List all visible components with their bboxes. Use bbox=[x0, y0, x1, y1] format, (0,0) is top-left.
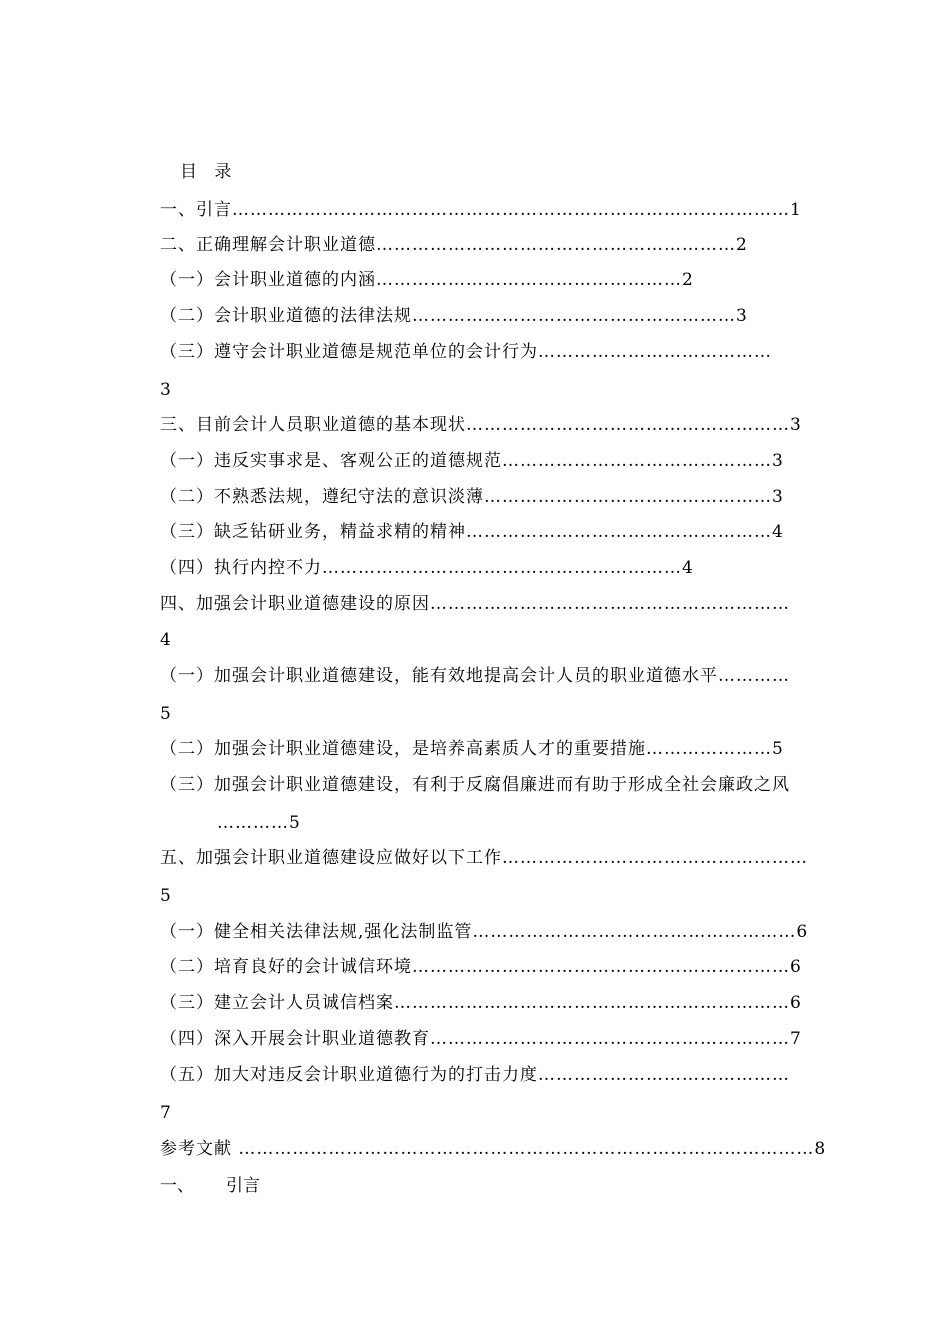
toc-entry: （一）加强会计职业道德建设，能有效地提高会计人员的职业道德水平………… bbox=[160, 666, 790, 686]
toc-entry: 二、正确理解会计职业道德……………………………………………………2 bbox=[160, 235, 748, 255]
toc-entry: （五）加大对违反会计职业道德行为的打击力度…………………………………… bbox=[160, 1065, 790, 1085]
section-heading bbox=[160, 1174, 260, 1198]
toc-entry: 五、加强会计职业道德建设应做好以下工作…………………………………………… bbox=[160, 848, 808, 868]
toc-entry-continuation: …………5 bbox=[217, 813, 301, 833]
toc-entry: （三）遵守会计职业道德是规范单位的会计行为………………………………… bbox=[160, 342, 772, 362]
section-number: 一、 bbox=[160, 1176, 194, 1196]
toc-entry: （二）培育良好的会计诚信环境………………………………………………………6 bbox=[160, 957, 802, 977]
toc-entry-page: 3 bbox=[160, 380, 172, 400]
toc-entry-page: 5 bbox=[160, 704, 172, 724]
section-title: 引言 bbox=[226, 1176, 260, 1196]
toc-entry: （一）违反实事求是、客观公正的道德规范………………………………………3 bbox=[160, 451, 784, 471]
toc-entry: 四、加强会计职业道德建设的原因…………………………………………………… bbox=[160, 594, 790, 614]
toc-entry: （一）会计职业道德的内涵……………………………………………2 bbox=[160, 270, 694, 290]
toc-entry-page: 7 bbox=[160, 1103, 172, 1123]
toc-entry: 一、引言…………………………………………………………………………………1 bbox=[160, 200, 802, 220]
toc-entry: （四）执行内控不力……………………………………………………4 bbox=[160, 558, 694, 578]
toc-entry: （二）加强会计职业道德建设，是培养高素质人才的重要措施…………………5 bbox=[160, 739, 784, 759]
toc-entry: （一）健全相关法律法规,强化法制监管………………………………………………6 bbox=[160, 922, 809, 942]
toc-entry: （三）加强会计职业道德建设，有利于反腐倡廉进而有助于形成全社会廉政之风 bbox=[160, 775, 790, 795]
toc-entry: 三、目前会计人员职业道德的基本现状………………………………………………3 bbox=[160, 415, 802, 435]
toc-entry: （三）建立会计人员诚信档案…………………………………………………………6 bbox=[160, 993, 802, 1013]
toc-entry: 参考文献 ……………………………………………………………………………………8 bbox=[160, 1139, 827, 1159]
toc-entry: （三）缺乏钻研业务，精益求精的精神……………………………………………4 bbox=[160, 522, 784, 542]
toc-entry-page: 4 bbox=[160, 630, 172, 650]
toc-entry: （二）不熟悉法规，遵纪守法的意识淡薄…………………………………………3 bbox=[160, 487, 784, 507]
toc-title: 目 录 bbox=[180, 162, 238, 182]
toc-entry-page: 5 bbox=[160, 886, 172, 906]
toc-entry: （四）深入开展会计职业道德教育……………………………………………………7 bbox=[160, 1029, 802, 1049]
toc-entry: （二）会计职业道德的法律法规………………………………………………3 bbox=[160, 306, 748, 326]
